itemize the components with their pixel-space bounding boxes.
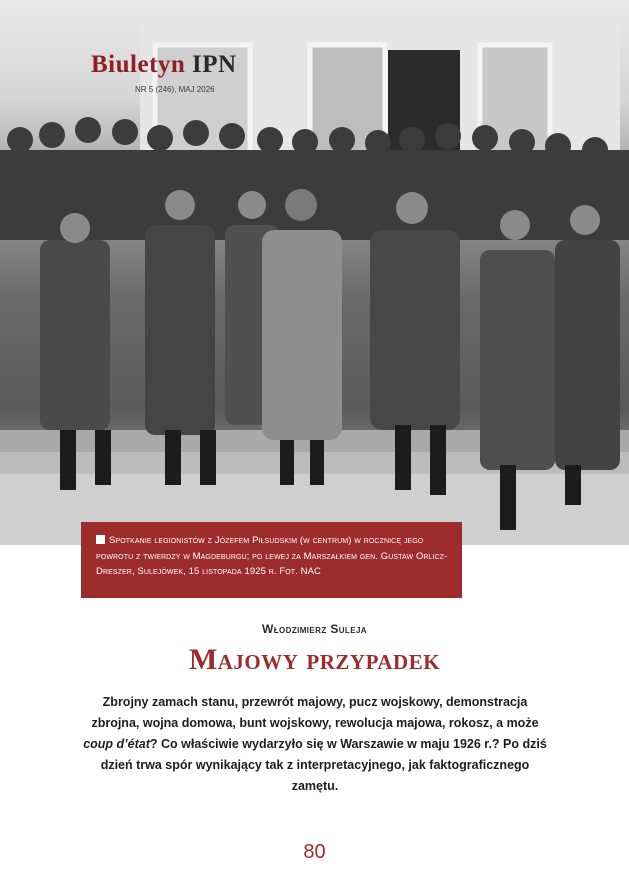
lead-text-end: ? Co właściwie wydarzyło się w Warszawie w maju 1926 r.? Po dziś dzień trwa spór wynikający tak z interpretacyjnego, jak faktograficznego zamętu. [100, 737, 547, 793]
article-lead [80, 692, 550, 797]
photo-caption [81, 522, 462, 598]
masthead-title-biuletyn: Biuletyn [91, 51, 193, 78]
page-number: 80 [303, 841, 326, 863]
masthead-title-ipn: IPN [192, 51, 237, 78]
square-bullet-icon [96, 535, 105, 544]
article-title: Majowy przypadek [188, 643, 441, 676]
photo-caption-text: Spotkanie legionistów z Józefem Piłsudskim (w centrum) w rocznicę jego powrotu z twierdzy w Magdeburgu; po lewej za Marszałkiem gen. Gustaw Orlicz-Dreszer, Sulejówek, 15 listopada 1925 r. Fot. NAC [96, 535, 448, 577]
lead-text-italic: coup d’état [83, 737, 150, 751]
issue-number: NR 5 (246), MAJ 2026 [135, 85, 215, 94]
masthead-title [91, 52, 237, 77]
lead-text-start: Zbrojny zamach stanu, przewrót majowy, pucz wojskowy, demonstracja zbrojna, wojna domowa, bunt wojskowy, rewolucja majowa, rokosz, a może [91, 695, 539, 730]
masthead [91, 51, 237, 94]
article-author: Włodzimierz Suleja [262, 622, 367, 636]
